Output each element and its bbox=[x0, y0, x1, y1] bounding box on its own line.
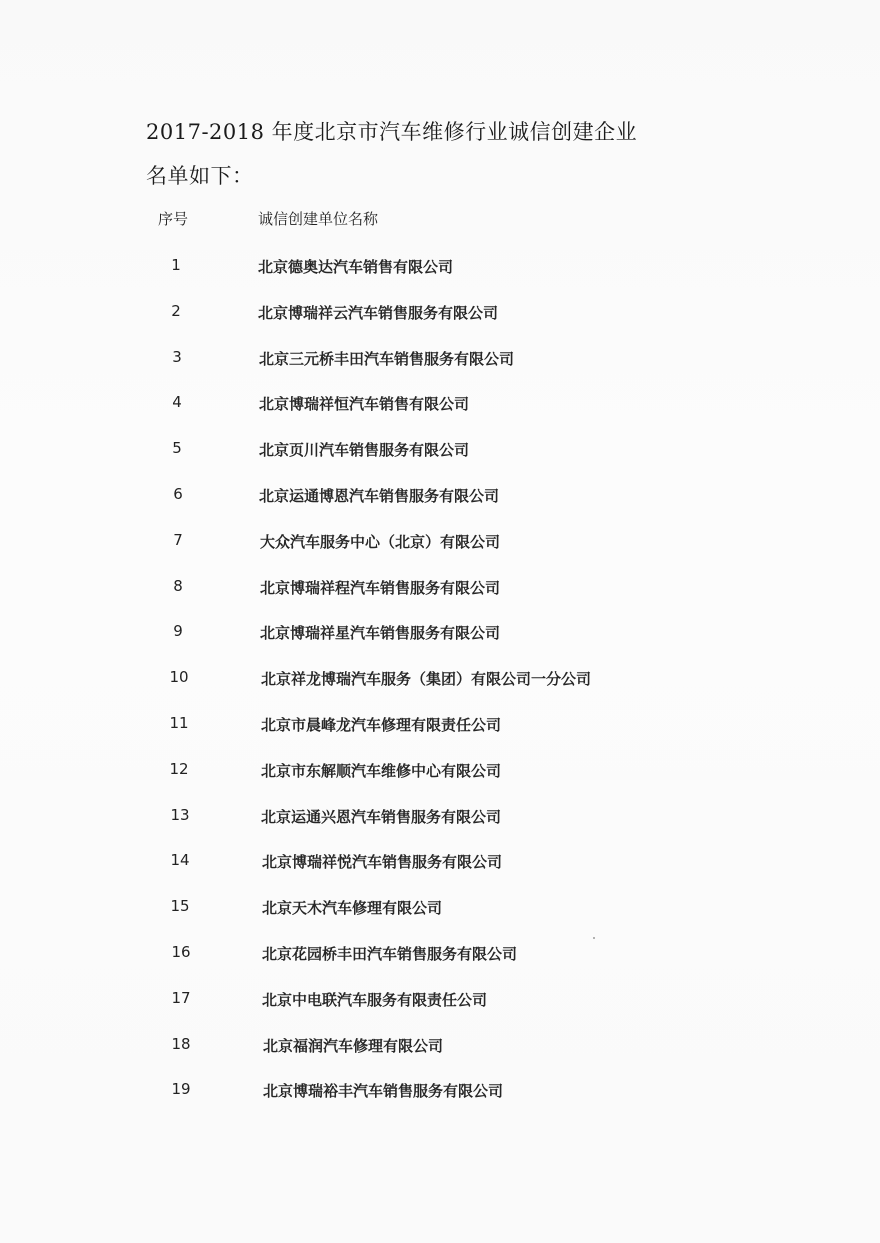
row-index: 5 bbox=[172, 439, 182, 457]
document-title-line-2: 名单如下： bbox=[146, 164, 254, 188]
scan-speck bbox=[593, 937, 595, 939]
column-header-index: 序号 bbox=[158, 210, 189, 228]
row-index: 6 bbox=[173, 485, 183, 503]
table-row bbox=[0, 1035, 880, 1059]
company-name: 大众汽车服务中心（北京）有限公司 bbox=[260, 533, 501, 551]
table-row bbox=[0, 714, 880, 738]
company-name: 北京运通兴恩汽车销售服务有限公司 bbox=[261, 808, 502, 826]
row-index: 17 bbox=[171, 989, 191, 1007]
row-index: 9 bbox=[173, 622, 183, 640]
company-name: 北京三元桥丰田汽车销售服务有限公司 bbox=[259, 350, 515, 368]
table-row bbox=[0, 256, 880, 280]
row-index: 2 bbox=[171, 302, 181, 320]
row-index: 15 bbox=[170, 897, 190, 915]
table-row bbox=[0, 851, 880, 875]
row-index: 11 bbox=[169, 714, 189, 732]
company-name: 北京德奥达汽车销售有限公司 bbox=[258, 258, 454, 276]
company-name: 北京福润汽车修理有限公司 bbox=[263, 1037, 444, 1055]
company-name: 北京天木汽车修理有限公司 bbox=[262, 899, 443, 917]
row-index: 1 bbox=[171, 256, 181, 274]
company-name: 北京运通博恩汽车销售服务有限公司 bbox=[259, 487, 500, 505]
table-row bbox=[0, 943, 880, 967]
row-index: 10 bbox=[169, 668, 189, 686]
company-name: 北京市晨峰龙汽车修理有限责任公司 bbox=[261, 716, 502, 734]
company-name: 北京博瑞祥恒汽车销售有限公司 bbox=[259, 395, 470, 413]
company-name: 北京祥龙博瑞汽车服务（集团）有限公司一分公司 bbox=[261, 670, 592, 688]
table-row bbox=[0, 485, 880, 509]
company-name: 北京博瑞祥云汽车销售服务有限公司 bbox=[258, 304, 499, 322]
table-row bbox=[0, 622, 880, 646]
row-index: 18 bbox=[171, 1035, 191, 1053]
table-row bbox=[0, 989, 880, 1013]
company-name: 北京花园桥丰田汽车销售服务有限公司 bbox=[262, 945, 518, 963]
row-index: 4 bbox=[172, 393, 182, 411]
row-index: 19 bbox=[171, 1080, 191, 1098]
column-header-company-name: 诚信创建单位名称 bbox=[258, 210, 379, 228]
table-row bbox=[0, 760, 880, 784]
row-index: 12 bbox=[169, 760, 189, 778]
company-name: 北京博瑞祥悦汽车销售服务有限公司 bbox=[262, 853, 503, 871]
company-name: 北京页川汽车销售服务有限公司 bbox=[259, 441, 470, 459]
row-index: 16 bbox=[171, 943, 191, 961]
table-row bbox=[0, 806, 880, 830]
company-name: 北京博瑞裕丰汽车销售服务有限公司 bbox=[263, 1082, 504, 1100]
row-index: 3 bbox=[172, 348, 182, 366]
table-row bbox=[0, 668, 880, 692]
table-row bbox=[0, 348, 880, 372]
row-index: 8 bbox=[173, 577, 183, 595]
table-row bbox=[0, 1080, 880, 1104]
table-row bbox=[0, 439, 880, 463]
company-name: 北京市东解顺汽车维修中心有限公司 bbox=[261, 762, 502, 780]
company-name: 北京博瑞祥程汽车销售服务有限公司 bbox=[260, 579, 501, 597]
row-index: 7 bbox=[173, 531, 183, 549]
document-title-line-1: 2017-2018 年度北京市汽车维修行业诚信创建企业 bbox=[146, 120, 638, 144]
table-row bbox=[0, 577, 880, 601]
table-row bbox=[0, 302, 880, 326]
table-row bbox=[0, 393, 880, 417]
row-index: 13 bbox=[170, 806, 190, 824]
row-index: 14 bbox=[170, 851, 190, 869]
table-row bbox=[0, 897, 880, 921]
company-name: 北京中电联汽车服务有限责任公司 bbox=[262, 991, 488, 1009]
company-name: 北京博瑞祥星汽车销售服务有限公司 bbox=[260, 624, 501, 642]
table-row bbox=[0, 531, 880, 555]
